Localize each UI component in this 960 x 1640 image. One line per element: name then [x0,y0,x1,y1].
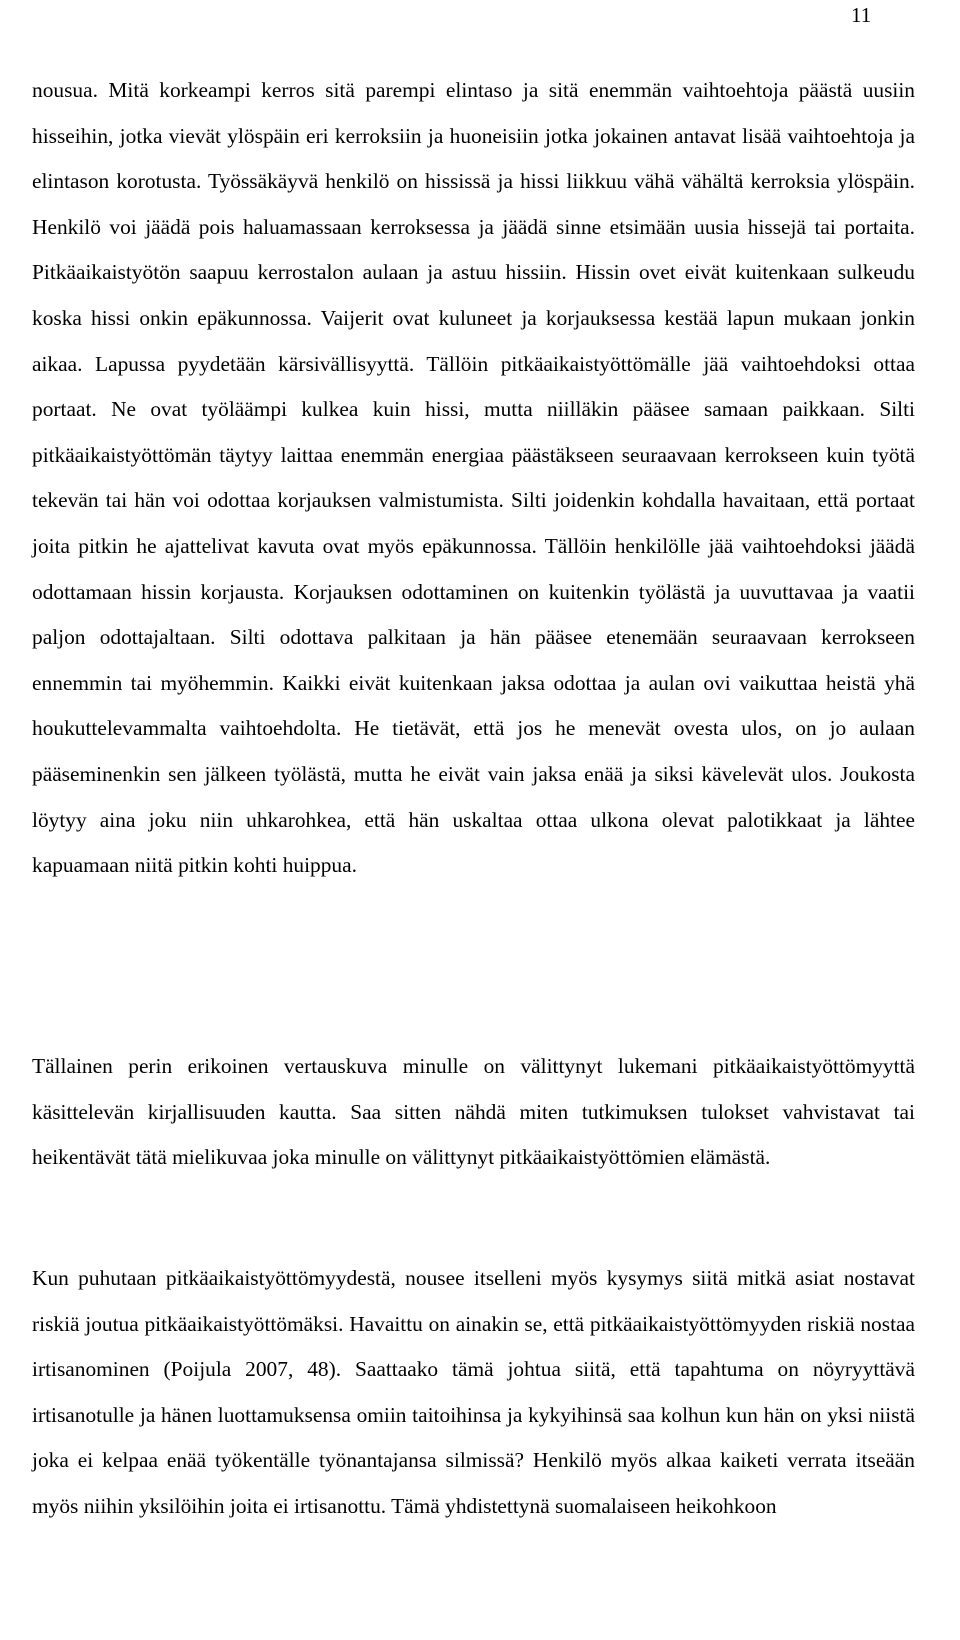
body-paragraph: Tällainen perin erikoinen vertauskuva minulle on välittynyt lukemani pitkäaikaistyöttömyyttä käsittelevän kirjallisuuden kautta. Saa sitten nähdä miten tutkimuksen tulokset vahvistavat tai heikentävät tätä mielikuvaa joka minulle on välittynyt pitkäaikaistyöttömien elämästä. [32,1054,915,1170]
body-paragraph: nousua. Mitä korkeampi kerros sitä parempi elintaso ja sitä enemmän vaihtoehtoja päästä uusiin hisseihin, jotka vievät ylöspäin eri kerroksiin ja huoneisiin jotka jokainen antavat lisää vaihtoehtoja ja elintason korotusta. Työssäkäyvä henkilö on hississä ja hissi liikkuu vähä vähältä kerroksia ylöspäin. Henkilö voi jäädä pois haluamassaan kerroksessa ja jäädä sinne etsimään uusia hissejä tai portaita. Pitkäaikaistyötön saapuu kerrostalon aulaan ja astuu hissiin. Hissin ovet eivät kuitenkaan sulkeudu koska hissi onkin epäkunnossa. Vaijerit ovat kuluneet ja korjauksessa kestää lapun mukaan jonkin aikaa. Lapussa pyydetään kärsivällisyyttä. Tällöin pitkäaikaistyöttömälle jää vaihtoehdoksi ottaa portaat. Ne ovat työläämpi kulkea kuin hissi, mutta niilläkin pääsee samaan paikkaan. Silti pitkäaikaistyöttömän täytyy laittaa enemmän energiaa päästäkseen seuraavaan kerrokseen kuin työtä tekevän tai hän voi odottaa korjauksen valmistumista. Silti joidenkin kohdalla havaitaan, että portaat joita pitkin he ajattelivat kavuta ovat myös epäkunnossa. Tällöin henkilölle jää vaihtoehdoksi jäädä odottamaan hissin korjausta. Korjauksen odottaminen on kuitenkin työlästä ja uuvuttavaa ja vaatii paljon odottajaltaan. Silti odottava palkitaan ja hän pääsee etenemään seuraavaan kerrokseen ennemmin tai myöhemmin. Kaikki eivät kuitenkaan jaksa odottaa ja aulan ovi vaikuttaa heistä yhä houkuttelevammalta vaihtoehdolta. He tietävät, että jos he menevät ovesta ulos, on jo aulaan pääseminenkin sen jälkeen työlästä, mutta he eivät vain jaksa enää ja siksi kävelevät ulos. Joukosta löytyy aina joku niin uhkarohkea, että hän uskaltaa ottaa ulkona olevat palotikkaat ja lähtee kapuamaan niitä pitkin kohti huippua. [32,78,915,878]
page-number: 11 [851,3,872,27]
body-paragraph: Kun puhutaan pitkäaikaistyöttömyydestä, nousee itselleni myös kysymys siitä mitkä asiat nostavat riskiä joutua pitkäaikaistyöttömäksi. Havaittu on ainakin se, että pitkäaikaistyöttömyyden riskiä nostaa irtisanominen (Poijula 2007, 48). Saattaako tämä johtua siitä, että tapahtuma on nöyryyttävä irtisanotulle ja hänen luottamuksensa omiin taitoihinsa ja kykyihinsä saa kolhun kun hän on yksi niistä joka ei kelpaa enää työkentälle työnantajansa silmissä? Henkilö myös alkaa kaiketi verrata itseään myös niihin yksilöihin joita ei irtisanottu. Tämä yhdistettynä suomalaiseen heikohkoon [32,1266,915,1518]
